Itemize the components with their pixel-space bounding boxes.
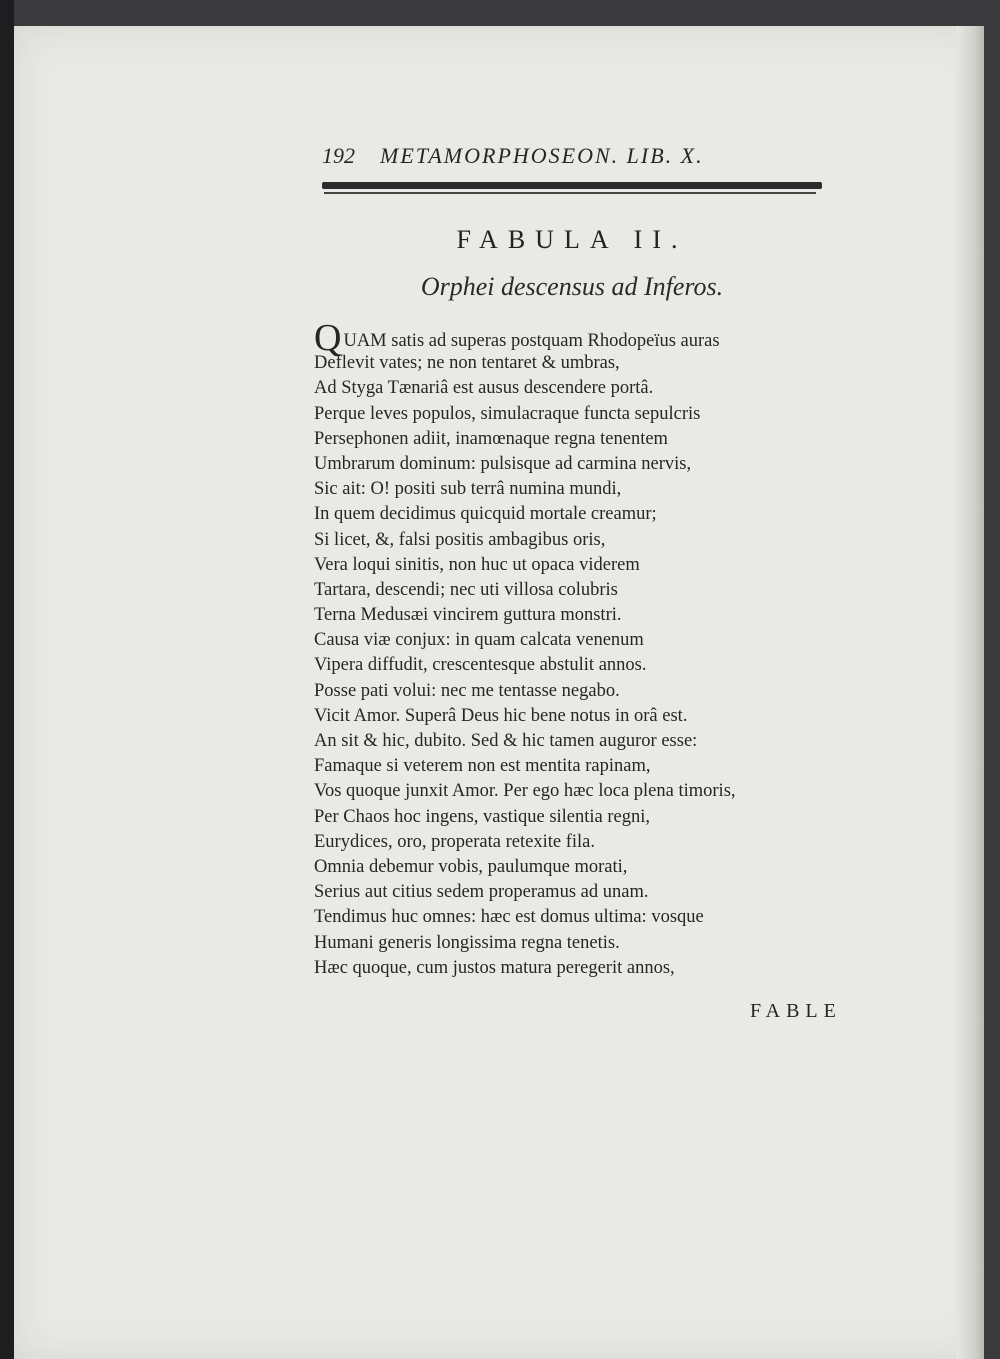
verse-line: Vera loqui sinitis, non huc ut opaca viderem — [314, 554, 640, 575]
verse-first-rest: UAM satis ad superas postquam Rhodopeïus auras — [343, 331, 720, 351]
verse-line: Per Chaos hoc ingens, vastique silentia regni, — [314, 806, 651, 827]
verse-line: Si licet, &, falsi positis ambagibus oris, — [314, 529, 606, 550]
verse-line: Vicit Amor. Superâ Deus hic bene notus in orâ est. — [314, 705, 688, 726]
verse-line: Serius aut citius sedem properamus ad unam. — [314, 882, 649, 903]
verse-line: In quem decidimus quicquid mortale creamur; — [314, 504, 657, 525]
page-gutter-shadow — [956, 26, 984, 1359]
verse-line: Famaque si veterem non est mentita rapinam, — [314, 756, 651, 777]
verse-line: Vipera diffudit, crescentesque abstulit annos. — [314, 655, 647, 676]
ornamental-rule-thin — [324, 192, 816, 194]
verse-line-first — [314, 317, 834, 359]
verse-line: Eurydices, oro, properata retexite fila. — [314, 831, 595, 852]
verse-line: Tartara, descendi; nec uti villosa colubris — [314, 579, 618, 600]
ornamental-rule — [322, 182, 822, 189]
verse-line: Omnia debemur vobis, paulumque morati, — [314, 856, 628, 877]
page-number: 192 — [322, 143, 355, 168]
verse-line: Terna Medusæi vincirem guttura monstri. — [314, 605, 622, 626]
verse-line: Posse pati volui: nec me tentasse negabo. — [314, 680, 620, 701]
catchword: FABLE — [750, 1000, 842, 1022]
verse-line: Humani generis longissima regna tenetis. — [314, 932, 620, 953]
verse-line: Sic ait: O! positi sub terrâ numina mundi, — [314, 479, 622, 500]
scan-background-edge — [0, 0, 14, 1359]
verse-line: Vos quoque junxit Amor. Per ego hæc loca plena timoris, — [314, 781, 736, 802]
verse-line: Umbrarum dominum: pulsisque ad carmina nervis, — [314, 453, 692, 474]
running-header — [322, 143, 822, 173]
poem-text — [314, 317, 834, 981]
verse-line: Ad Styga Tænariâ est ausus descendere portâ. — [314, 378, 654, 399]
verse-line: Causa viæ conjux: in quam calcata venenum — [314, 630, 644, 651]
verse-line: Deflevit vates; ne non tentaret & umbras, — [314, 353, 620, 374]
verse-line: Persephonen adiit, inamœnaque regna tenentem — [314, 428, 668, 449]
drop-cap: Q — [314, 317, 342, 359]
verse-line: Tendimus huc omnes: hæc est domus ultima: vosque — [314, 907, 704, 928]
verse-line: An sit & hic, dubito. Sed & hic tamen auguror esse: — [314, 731, 698, 751]
fabula-subtitle: Orphei descensus ad Inferos. — [420, 272, 724, 301]
running-title: METAMORPHOSEON. LIB. X. — [380, 143, 704, 168]
verse-line: Perque leves populos, simulacraque functa sepulcris — [314, 403, 701, 424]
verse-line: Hæc quoque, cum justos matura peregerit annos, — [314, 957, 675, 978]
fabula-title: FABULA II. — [456, 225, 688, 254]
